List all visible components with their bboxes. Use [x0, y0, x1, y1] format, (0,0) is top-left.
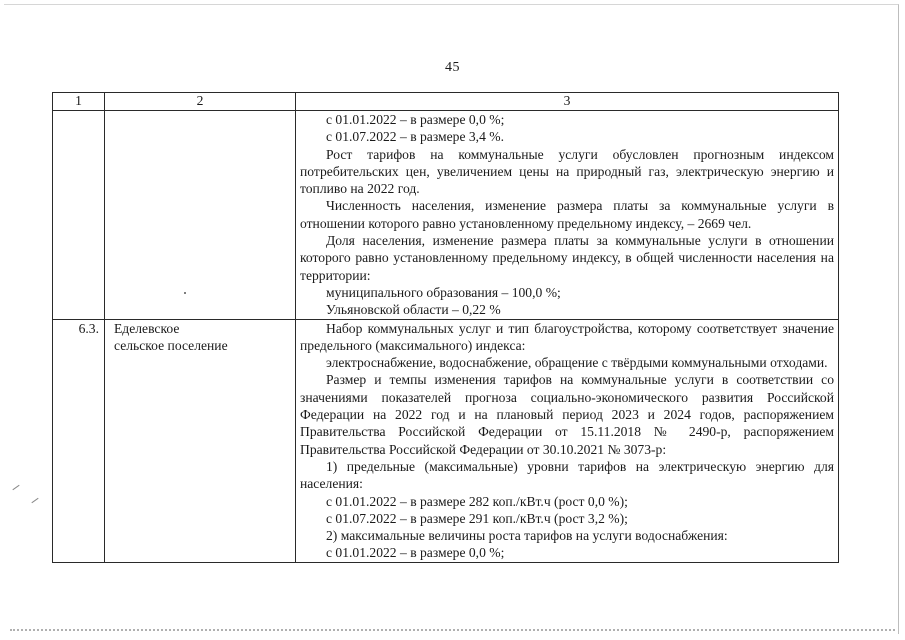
share-line: Ульяновской области – 0,22 % [326, 302, 501, 318]
row-number-cell [53, 111, 105, 320]
header-cell-2: 2 [105, 93, 296, 111]
details-cell [296, 319, 839, 562]
paragraph: Доля населения, изменение размера платы за коммунальные услуги в отношении которого равно установленному предельному индексу, в общей численности населения на территории: [300, 233, 834, 283]
share-line: муниципального образования – 100,0 %; [326, 284, 561, 300]
paragraph: Рост тарифов на коммунальные услуги обусловлен прогнозным индексом потребительских цен, увеличением цены на природный газ, электрическую энергию и топливо на 2022 год. [300, 146, 834, 197]
tariff-table [52, 92, 839, 563]
paragraph: Размер и темпы изменения тарифов на коммунальные услуги в соответствии со значениями показателей прогноза социально-экономического развития Российской Федерации на 2022 год и на плановый период 2023 и 2024 годов, распоряжением Правительства Российской Федерации от 15.11.2018 № 2490-р, распоряжением Правительства Российской Федерации от 30.10.2021 № 3073-р: [300, 372, 834, 457]
paragraph: Набор коммунальных услуг и тип благоустройства, которому соответствует значение предельного (максимального) индекса: [300, 320, 834, 353]
tariff-line: с 01.01.2022 – в размере 282 коп./кВт.ч (рост 0,0 %); [326, 493, 628, 509]
settlement-name-line: Еделевское [114, 320, 180, 336]
paragraph: электроснабжение, водоснабжение, обращение с твёрдыми коммунальными отходами. [326, 355, 828, 371]
table-header-row [53, 93, 839, 111]
settlement-name-line: сельское поселение [114, 337, 228, 353]
paragraph: Численность населения, изменение размера платы за коммунальные услуги в отношении которого равно установленному предельному индексу, – 2669 чел. [300, 198, 834, 231]
tariff-line: с 01.07.2022 – в размере 3,4 %. [326, 129, 504, 145]
row-number-cell [53, 319, 105, 562]
settlement-name-cell [105, 111, 296, 320]
scan-edge-noise [10, 629, 895, 631]
page-number: 45 [445, 60, 460, 75]
paragraph: 1) предельные (максимальные) уровни тарифов на электрическую энергию для населения: [300, 458, 834, 492]
paragraph: 2) максимальные величины роста тарифов на услуги водоснабжения: [326, 528, 728, 544]
tariff-line: с 01.01.2022 – в размере 0,0 %; [326, 112, 505, 127]
header-cell-1: 1 [53, 93, 105, 111]
tariff-line: с 01.07.2022 – в размере 291 коп./кВт.ч (рост 3,2 %); [326, 510, 628, 526]
row-number: 6.3. [78, 320, 99, 336]
table-row [53, 111, 839, 320]
table-row [53, 319, 839, 562]
header-cell-3: 3 [296, 93, 839, 111]
details-cell [296, 111, 839, 320]
scan-speck [184, 292, 186, 294]
settlement-name-cell [105, 319, 296, 562]
tariff-line: с 01.01.2022 – в размере 0,0 %; [326, 545, 505, 561]
